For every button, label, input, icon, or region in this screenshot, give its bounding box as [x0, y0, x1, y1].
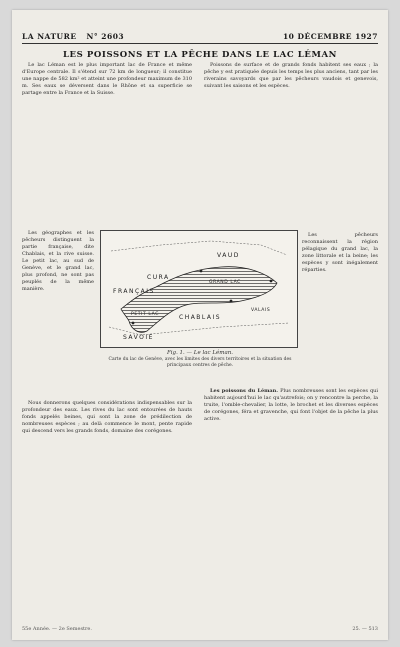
footer-left: 55e Année. — 2e Semestre. [22, 626, 92, 632]
journal-name: LA NATURE [22, 32, 77, 41]
border-line [111, 241, 287, 255]
text-column-right-narrow [302, 232, 378, 350]
figure-caption-text: Carte du lac de Genève, avec les limites des divers territoires et la situation des principaux centres de pêche. [108, 357, 292, 368]
paragraph: Le lac Léman est le plus important lac de France et même d'Europe centrale. Il s'étend sur 72 km de longueur; il constitue une nappe de 582 km² et atteint une profondeur maximum de 310 m. Ses eaux se déversent dans le Rhône et sa superficie se partage entre la France et la Suisse. [22, 62, 192, 96]
text-column-left-top [22, 62, 192, 227]
map-label-vaud: VAUD [217, 252, 240, 259]
text-column-left-narrow [22, 230, 94, 340]
lake-map-figure [100, 230, 298, 348]
page-footer [22, 626, 378, 632]
lake-shape [121, 267, 277, 333]
issue-date: 10 DÉCEMBRE 1927 [282, 32, 378, 41]
text-column-right-bottom [204, 388, 378, 626]
map-label-chablais: CHABLAIS [179, 314, 222, 321]
article-title: LES POISSONS ET LA PÊCHE DANS LE LAC LÉMAN [62, 50, 338, 60]
section-text: Plus nombreuses sont les espèces qui habitent aujourd'hui le lac qu'autrefois; on y rencontre la perche, la truite, l'omble-chevalier, la lotte, le brochet et les diverses espèces de corégones, féra et gravenche, qui font l'objet de la pêche la plus active. [204, 388, 378, 422]
journal-page [12, 10, 388, 640]
figure-caption-title: Fig. 1. — Le lac Léman. [166, 350, 234, 356]
text-column-right-top [204, 62, 378, 227]
issue-number: N° 2603 [86, 32, 125, 41]
map-label-grand-lac: GRAND LAC [209, 280, 241, 285]
lake-map-drawing [101, 231, 297, 347]
map-label-savoie: SAVOIE [123, 334, 154, 341]
section-heading: Les poissons du Léman. [210, 388, 279, 394]
paragraph: Les pêcheurs reconnaissent la région pélagique du grand lac, la zone littorale et la beine; les espèces y sont inégalement réparties. [302, 232, 378, 273]
map-label-francais: FRANÇAIS [113, 288, 155, 295]
map-label-petit-lac: PETIT LAC [131, 312, 159, 317]
town-marker [200, 270, 203, 273]
figure-caption [102, 350, 298, 369]
town-marker [132, 322, 135, 325]
paragraph: Poissons de surface et de grands fonds habitent ses eaux ; la pêche y est pratiquée depuis les temps les plus anciens, tant par les riverains savoyards que par les pêcheurs vaudois et genevois, suivant les saisons et les espèces. [204, 62, 378, 89]
paragraph [204, 388, 378, 423]
header-rule [22, 43, 378, 44]
town-marker [270, 280, 273, 283]
footer-right: 25. — 513 [352, 626, 378, 632]
paragraph: Les géographes et les pêcheurs distinguent la partie française, dite Chablais, et la rive suisse. Le petit lac, au sud de Genève, et le grand lac, plus profond, ne sont pas peuplés de la même manière. [22, 230, 94, 292]
running-head [22, 32, 378, 41]
map-label-cura: CURA [147, 274, 170, 281]
text-column-left-bottom [22, 400, 192, 625]
paragraph: Nous donnerons quelques considérations indispensables sur la profondeur des eaux. Les rives du lac sont entourées de hauts fonds appelés beines, qui sont la zone de prédilection de nombreuses espèces ; au delà commence le mont, pente rapide qui descend vers les grands fonds, domaine des corégones. [22, 400, 192, 434]
map-label-valais: VALAIS [251, 308, 271, 313]
town-marker [230, 300, 233, 303]
